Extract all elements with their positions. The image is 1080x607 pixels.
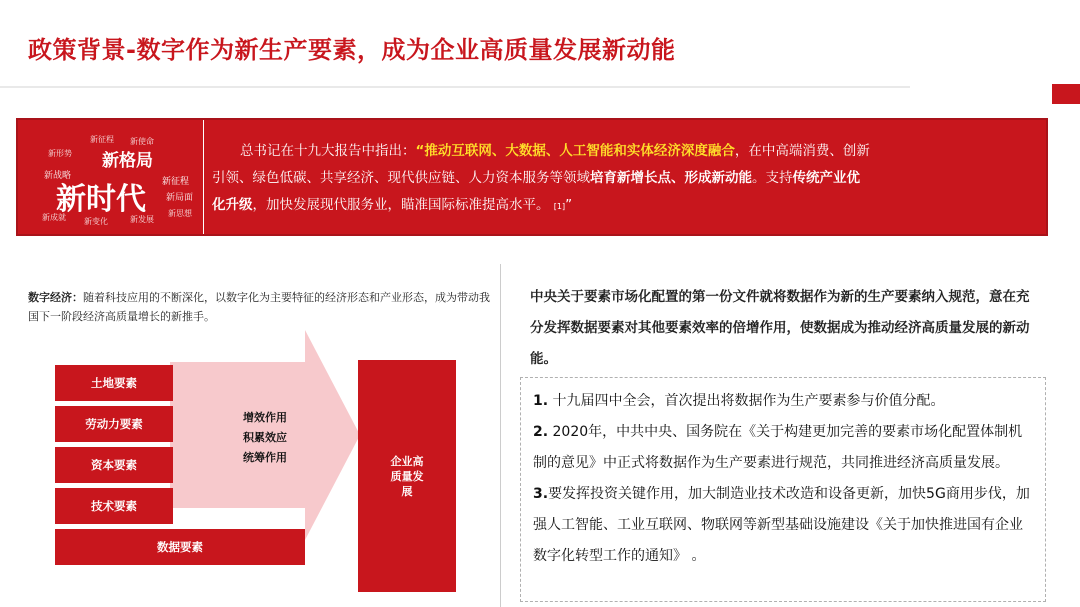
policy-point (533, 417, 1035, 479)
quote-intro: 总书记在十九大报告中指出： (240, 143, 416, 159)
quote-text: ，在中高端消费、创新引领、绿色低碳、共享经济、现代供应链、人力资本服务等领域 (212, 143, 870, 186)
page-title: 政策背景-数字作为新生产要素，成为企业高质量发展新动能 (28, 36, 676, 64)
word-cloud-small: 新形势 (48, 149, 72, 158)
word-cloud-image (38, 130, 208, 230)
point-text: 2020年，中共中央、国务院在《关于构建更加完善的要素市场化配置体制机制的意见》中正式将数据作为生产要素进行规范，共同推进经济高质量发展。 (533, 424, 1023, 471)
policy-banner (16, 118, 1048, 236)
quote-closing: ” (565, 197, 573, 213)
digital-economy-text: 随着科技应用的不断深化，以数字化为主要特征的经济形态和产业形态，成为带动我国下一阶段经济高质量增长的新推手。 (28, 291, 490, 323)
word-cloud-main: 新时代 (56, 182, 146, 217)
banner-quote (212, 138, 872, 220)
banner-quote-panel (203, 120, 1046, 234)
effect-item: 统筹作用 (243, 451, 287, 464)
word-cloud-small: 新成就 (42, 213, 66, 222)
reference-mark: [1] (553, 202, 566, 211)
accent-bar (1052, 84, 1080, 104)
digital-economy-label: 数字经济： (28, 291, 83, 304)
result-label: 企业高质量发展 (390, 454, 424, 498)
column-divider (500, 264, 501, 607)
factor-technology: 技术要素 (55, 488, 173, 524)
point-number: 3. (533, 486, 549, 502)
point-text: 要发挥投资关键作用，加大制造业技术改造和设备更新，加快5G商用步伐，加强人工智能、工业互联网、物联网等新型基础设施建设《关于加快推进国有企业数字化转型工作的通知》 。 (533, 486, 1030, 564)
word-cloud-small: 新思想 (168, 209, 192, 218)
policy-point (533, 386, 1035, 417)
point-text: 十九届四中全会，首次提出将数据作为生产要素参与价值分配。 (548, 393, 945, 409)
factor-capital: 资本要素 (55, 447, 173, 483)
quote-highlight: “推动互联网、大数据、人工智能和实体经济深度融合 (415, 143, 735, 159)
policy-points-box (520, 377, 1046, 602)
title-divider (0, 86, 910, 88)
quote-text: 。支持 (752, 170, 793, 186)
factor-labor: 劳动力要素 (55, 406, 173, 442)
central-document-summary: 中央关于要素市场化配置的第一份文件就将数据作为新的生产要素纳入规范，意在充分发挥数据要素对其他要素效率的倍增作用，使数据成为推动经济高质量发展的新动能。 (530, 289, 1030, 367)
effect-item: 增效作用 (243, 411, 287, 424)
policy-point (533, 479, 1035, 572)
quote-bold: 培育新增长点、形成新动能 (590, 170, 752, 186)
factor-data: 数据要素 (55, 529, 305, 565)
word-cloud-small: 新战略 (44, 171, 72, 181)
word-cloud-secondary: 新格局 (102, 151, 153, 171)
point-number: 2. (533, 424, 549, 440)
point-number: 1. (533, 393, 549, 409)
word-cloud-small: 新发展 (130, 215, 154, 224)
effects-list (243, 408, 287, 468)
effect-item: 积累效应 (243, 431, 287, 444)
word-cloud-small: 新变化 (84, 217, 108, 226)
quote-text: ，加快发展现代服务业，瞄准国际标准提高水平。 (252, 197, 550, 213)
quote-bold: 传统产业优化升级 (212, 170, 860, 213)
word-cloud-small: 新征程 (162, 177, 190, 187)
digital-economy-note (28, 288, 498, 326)
factor-land: 土地要素 (55, 365, 173, 401)
word-cloud-small: 新使命 (130, 137, 154, 146)
word-cloud-small: 新局面 (166, 193, 194, 203)
result-box (358, 360, 456, 592)
word-cloud-small: 新征程 (90, 135, 114, 144)
